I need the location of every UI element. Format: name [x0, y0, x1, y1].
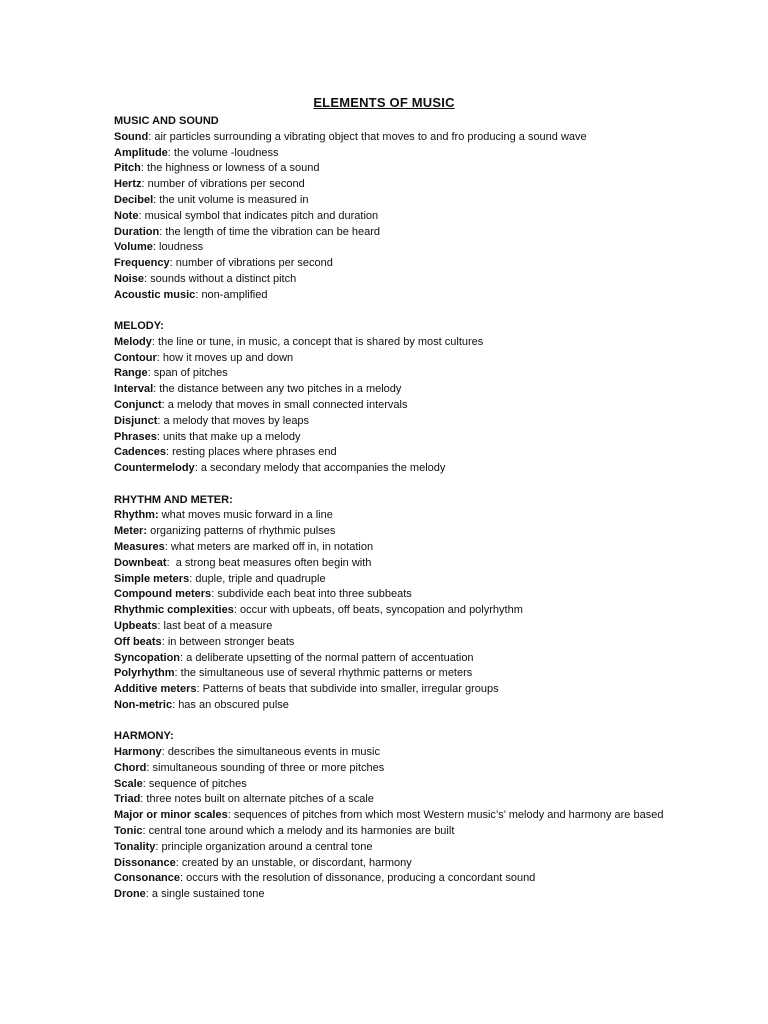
entry-separator: :: [165, 446, 173, 459]
entry-term: Non-metric: [114, 698, 173, 711]
entry-term: Chord: [114, 761, 147, 774]
entry-separator: :: [211, 588, 218, 601]
entry-separator: :: [174, 667, 181, 680]
entry-term: Decibel: [114, 193, 154, 206]
entry-term: Volume: [114, 241, 153, 254]
entry-separator: :: [148, 130, 155, 143]
entry-term: Pitch: [114, 162, 141, 175]
definition-entry: [114, 682, 674, 698]
entry-definition: Patterns of beats that subdivide into smaller, irregular groups: [202, 683, 499, 696]
entry-definition: central tone around which a melody and its harmonies are built: [148, 824, 455, 837]
definition-entry: [114, 351, 674, 367]
entry-separator: :: [172, 698, 179, 711]
definition-entry: [114, 193, 674, 209]
entry-definition: the length of time the vibration can be heard: [165, 225, 380, 238]
entry-separator: :: [164, 540, 171, 553]
definition-entry: [114, 572, 674, 588]
entry-separator: :: [156, 351, 163, 364]
entry-definition: number of vibrations per second: [147, 178, 305, 191]
definition-entry: [114, 288, 674, 304]
entry-definition: the volume -loudness: [173, 146, 279, 159]
entry-term: Range: [114, 367, 148, 380]
definition-entry: [114, 856, 674, 872]
entry-separator: :: [161, 745, 168, 758]
entry-definition: in between stronger beats: [167, 635, 295, 648]
entry-term: Simple meters: [114, 572, 190, 585]
entry-term: Triad: [114, 793, 141, 806]
entry-separator: :: [167, 146, 174, 159]
entry-separator: :: [152, 241, 160, 254]
section-heading: MELODY:: [114, 320, 164, 333]
entry-separator: :: [159, 225, 166, 238]
entry-definition: air particles surrounding a vibrating object that moves to and fro producing a sound wave: [154, 130, 587, 143]
definition-entry: [114, 524, 674, 540]
entry-term: Tonality: [114, 840, 156, 853]
entry-definition: has an obscured pulse: [178, 698, 289, 711]
entry-separator: :: [140, 793, 147, 806]
entry-term: Major or minor scales: [114, 809, 228, 822]
entry-definition: the unit volume is measured in: [159, 193, 309, 206]
definition-entry: [114, 256, 674, 272]
section-heading: HARMONY:: [114, 730, 174, 743]
entry-term: Countermelody: [114, 462, 195, 475]
document-body: [114, 114, 674, 903]
section: [114, 729, 674, 903]
definition-entry: [114, 335, 674, 351]
entry-definition: a secondary melody that accompanies the melody: [200, 462, 446, 475]
definition-entry: [114, 366, 674, 382]
entry-term: Measures: [114, 540, 165, 553]
entry-definition: units that make up a melody: [162, 430, 301, 443]
entry-separator: :: [189, 572, 196, 585]
entry-term: Upbeats: [114, 619, 158, 632]
entry-term: Scale: [114, 777, 143, 790]
definition-entry: [114, 619, 674, 635]
definition-entry: [114, 225, 674, 241]
entry-term: Tonic: [114, 824, 143, 837]
entry-definition: last beat of a measure: [163, 619, 273, 632]
entry-separator: :: [146, 761, 153, 774]
definition-entry: [114, 130, 674, 146]
entry-definition: the simultaneous use of several rhythmic patterns or meters: [180, 667, 473, 680]
entry-separator: :: [138, 209, 145, 222]
entry-separator: :: [175, 856, 182, 869]
definition-entry: [114, 240, 674, 256]
definition-entry: [114, 556, 674, 572]
entry-separator: :: [157, 414, 164, 427]
section-heading: RHYTHM AND METER:: [114, 493, 233, 506]
entry-term: Harmony: [114, 745, 162, 758]
entry-term: Hertz: [114, 178, 142, 191]
definition-entry: [114, 146, 674, 162]
entry-separator: :: [142, 824, 149, 837]
definition-entry: [114, 651, 674, 667]
entry-separator: :: [227, 809, 234, 822]
entry-separator: :: [143, 272, 151, 285]
entry-term: Rhythmic complexities: [114, 604, 234, 617]
definition-entry: [114, 887, 674, 903]
definition-entry: [114, 540, 674, 556]
definition-entry: [114, 430, 674, 446]
entry-separator: :: [145, 888, 152, 901]
entry-term: Acoustic music: [114, 288, 196, 301]
section: [114, 493, 674, 714]
entry-definition: what moves music forward in a line: [161, 509, 333, 522]
entry-definition: sequence of pitches: [148, 777, 247, 790]
entry-separator: :: [169, 257, 176, 270]
entry-separator: :: [153, 193, 160, 206]
definition-entry: [114, 272, 674, 288]
entry-definition: three notes built on alternate pitches of a scale: [146, 793, 374, 806]
entry-separator: :: [180, 651, 187, 664]
entry-definition: sequences of pitches from which most Western music’s’ melody and harmony are based: [233, 809, 664, 822]
entry-term: Meter:: [114, 525, 148, 538]
entry-separator: :: [147, 367, 154, 380]
definition-entry: [114, 603, 674, 619]
entry-term: Phrases: [114, 430, 157, 443]
entry-term: Consonance: [114, 872, 181, 885]
entry-separator: :: [161, 399, 168, 412]
entry-definition: occur with upbeats, off beats, syncopation and polyrhythm: [239, 604, 523, 617]
entry-term: Contour: [114, 351, 157, 364]
entry-term: Sound: [114, 130, 149, 143]
entry-term: Cadences: [114, 446, 166, 459]
entry-separator: :: [161, 635, 168, 648]
definition-entry: [114, 745, 674, 761]
definition-entry: [114, 445, 674, 461]
entry-definition: a single sustained tone: [151, 888, 265, 901]
definition-entry: [114, 382, 674, 398]
entry-definition: span of pitches: [153, 367, 228, 380]
entry-term: Compound meters: [114, 588, 212, 601]
entry-term: Off beats: [114, 635, 162, 648]
entry-definition: how it moves up and down: [162, 351, 294, 364]
entry-separator: :: [166, 556, 176, 569]
entry-term: Amplitude: [114, 146, 168, 159]
entry-definition: describes the simultaneous events in music: [167, 745, 380, 758]
entry-definition: subdivide each beat into three subbeats: [217, 588, 412, 601]
definition-entry: [114, 414, 674, 430]
entry-separator: :: [233, 604, 240, 617]
section-heading: MUSIC AND SOUND: [114, 115, 219, 127]
definition-entry: [114, 398, 674, 414]
entry-separator: :: [196, 683, 203, 696]
definition-entry: [114, 792, 674, 808]
entry-definition: occurs with the resolution of dissonance, producing a concordant sound: [186, 872, 536, 885]
entry-term: Conjunct: [114, 399, 162, 412]
entry-separator: :: [153, 383, 160, 396]
entry-definition: non-amplified: [201, 288, 268, 301]
entry-term: Interval: [114, 383, 154, 396]
entry-term: Disjunct: [114, 414, 158, 427]
entry-separator: :: [151, 335, 159, 348]
definition-entry: [114, 840, 674, 856]
document-title: ELEMENTS OF MUSIC: [313, 95, 455, 110]
section: [114, 319, 674, 477]
definition-entry: [114, 761, 674, 777]
entry-term: Melody: [114, 335, 152, 348]
definition-entry: [114, 871, 674, 887]
definition-entry: [114, 824, 674, 840]
entry-separator: :: [157, 619, 164, 632]
definition-entry: [114, 177, 674, 193]
definition-entry: [114, 209, 674, 225]
definition-entry: [114, 161, 674, 177]
definition-entry: [114, 808, 674, 824]
entry-term: Duration: [114, 225, 160, 238]
entry-term: Dissonance: [114, 856, 176, 869]
entry-definition: duple, triple and quadruple: [195, 572, 326, 585]
entry-term: Downbeat: [114, 556, 167, 569]
entry-term: Polyrhythm: [114, 667, 175, 680]
entry-term: Drone: [114, 888, 146, 901]
definition-entry: [114, 635, 674, 651]
entry-definition: organizing patterns of rhythmic pulses: [150, 525, 336, 538]
entry-term: Syncopation: [114, 651, 181, 664]
entry-definition: the line or tune, in music, a concept that is shared by most cultures: [158, 335, 484, 348]
entry-definition: a deliberate upsetting of the normal pattern of accentuation: [186, 651, 474, 664]
entry-separator: :: [140, 162, 148, 175]
entry-term: Noise: [114, 272, 144, 285]
entry-definition: number of vibrations per second: [175, 257, 333, 270]
entry-separator: :: [180, 872, 187, 885]
entry-term: Additive meters: [114, 683, 197, 696]
entry-definition: a melody that moves by leaps: [163, 414, 310, 427]
definition-entry: [114, 508, 674, 524]
entry-separator: :: [155, 840, 162, 853]
definition-entry: [114, 587, 674, 603]
definition-entry: [114, 777, 674, 793]
entry-definition: resting places where phrases end: [172, 446, 337, 459]
definition-entry: [114, 666, 674, 682]
entry-definition: a strong beat measures often begin with: [175, 556, 372, 569]
entry-separator: :: [141, 178, 148, 191]
entry-term: Frequency: [114, 257, 170, 270]
entry-definition: simultaneous sounding of three or more pitches: [152, 761, 385, 774]
entry-term: Note: [114, 209, 139, 222]
entry-definition: a melody that moves in small connected intervals: [167, 399, 408, 412]
entry-definition: the highness or lowness of a sound: [147, 162, 320, 175]
entry-definition: what meters are marked off in, in notation: [170, 540, 374, 553]
entry-definition: loudness: [159, 241, 204, 254]
entry-separator: :: [142, 777, 149, 790]
entry-definition: principle organization around a central tone: [161, 840, 373, 853]
entry-definition: musical symbol that indicates pitch and duration: [144, 209, 379, 222]
entry-separator: :: [194, 462, 201, 475]
section: [114, 114, 674, 304]
entry-separator: :: [195, 288, 202, 301]
definition-entry: [114, 461, 674, 477]
entry-term: Rhythm:: [114, 509, 159, 522]
entry-definition: created by an unstable, or discordant, harmony: [181, 856, 412, 869]
definition-entry: [114, 698, 674, 714]
entry-definition: the distance between any two pitches in a melody: [159, 383, 402, 396]
entry-definition: sounds without a distinct pitch: [150, 272, 297, 285]
entry-separator: :: [156, 430, 163, 443]
